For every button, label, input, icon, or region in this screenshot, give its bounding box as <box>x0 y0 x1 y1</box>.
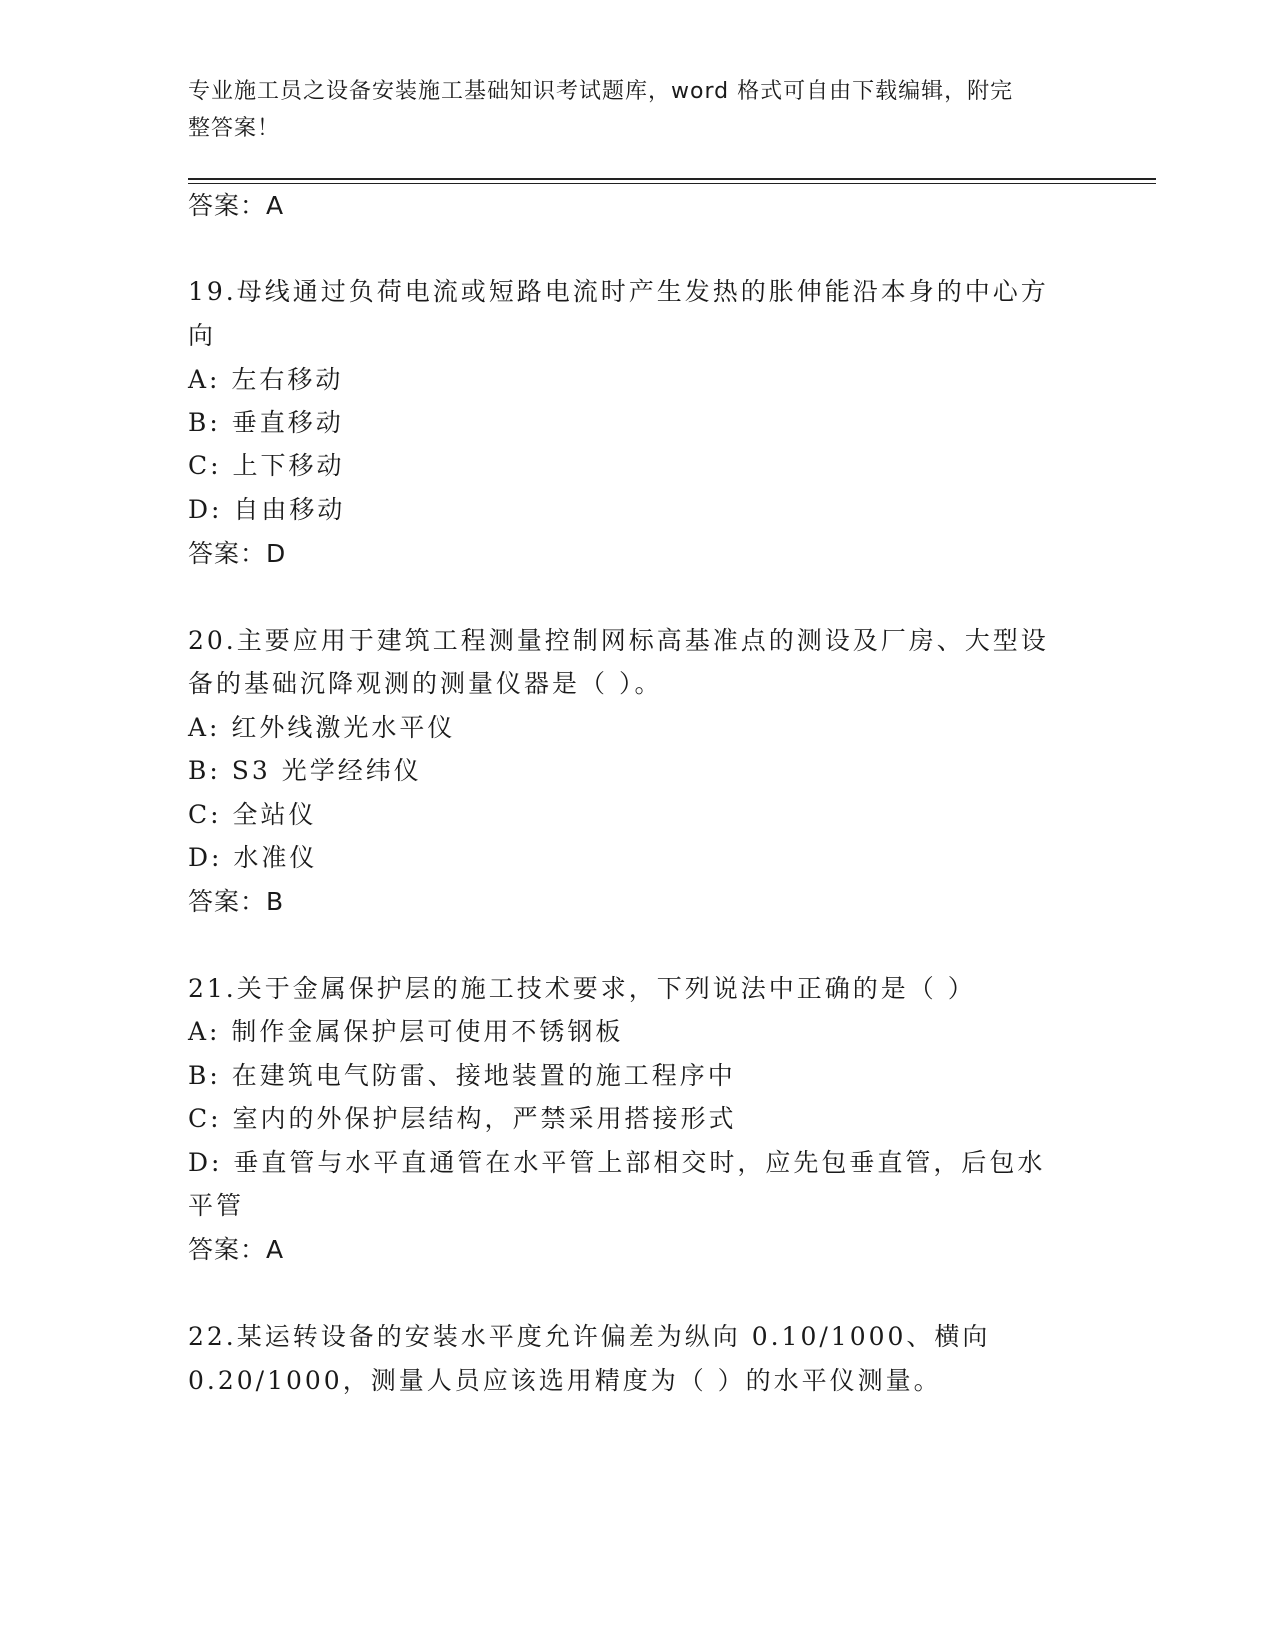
question-19-option-a: A: 左右移动 <box>188 365 344 394</box>
question-20-option-a: A: 红外线激光水平仪 <box>188 713 456 742</box>
header-line-1: 专业施工员之设备安装施工基础知识考试题库，word 格式可自由下载编辑，附完 <box>188 79 1014 104</box>
header-line-2: 整答案！ <box>188 116 281 141</box>
question-20-text-cont: 备的基础沉降观测的测量仪器是（ ）。 <box>188 669 663 698</box>
question-21-option-d-cont: 平管 <box>188 1191 245 1220</box>
question-21-text: 21.关于金属保护层的施工技术要求，下列说法中正确的是（ ） <box>188 974 976 1003</box>
page-header <box>188 73 1088 147</box>
question-21-option-d: D: 垂直管与水平直通管在水平管上部相交时，应先包垂直管，后包水 <box>188 1148 1046 1177</box>
question-19-option-d: D: 自由移动 <box>188 495 346 524</box>
question-22-text-cont: 0.20/1000，测量人员应该选用精度为（ ）的水平仪测量。 <box>188 1366 942 1395</box>
question-21-option-c: C: 室内的外保护层结构，严禁采用搭接形式 <box>188 1104 737 1133</box>
question-19-text: 19.母线通过负荷电流或短路电流时产生发热的胀伸能沿本身的中心方 <box>188 277 1049 306</box>
header-rule-thin <box>188 183 1156 184</box>
question-19-option-b: B: 垂直移动 <box>188 408 344 437</box>
question-19-text-cont: 向 <box>188 321 217 350</box>
question-21-answer: 答案：A <box>188 1235 285 1264</box>
question-19-answer: 答案：D <box>188 539 287 568</box>
question-20-text: 20.主要应用于建筑工程测量控制网标高基准点的测设及厂房、大型设 <box>188 626 1049 655</box>
question-21-option-a: A: 制作金属保护层可使用不锈钢板 <box>188 1017 624 1046</box>
question-20-option-b: B: S3 光学经纬仪 <box>188 756 422 785</box>
question-21-option-b: B: 在建筑电气防雷、接地装置的施工程序中 <box>188 1061 736 1090</box>
question-22-text: 22.某运转设备的安装水平度允许偏差为纵向 0.10/1000、横向 <box>188 1322 991 1351</box>
question-20-option-c: C: 全站仪 <box>188 800 317 829</box>
question-20-answer: 答案：B <box>188 887 285 916</box>
question-20-option-d: D: 水准仪 <box>188 843 318 872</box>
question-19-option-c: C: 上下移动 <box>188 451 345 480</box>
answer-label: 答案：A <box>188 191 285 220</box>
header-rule <box>188 178 1156 180</box>
